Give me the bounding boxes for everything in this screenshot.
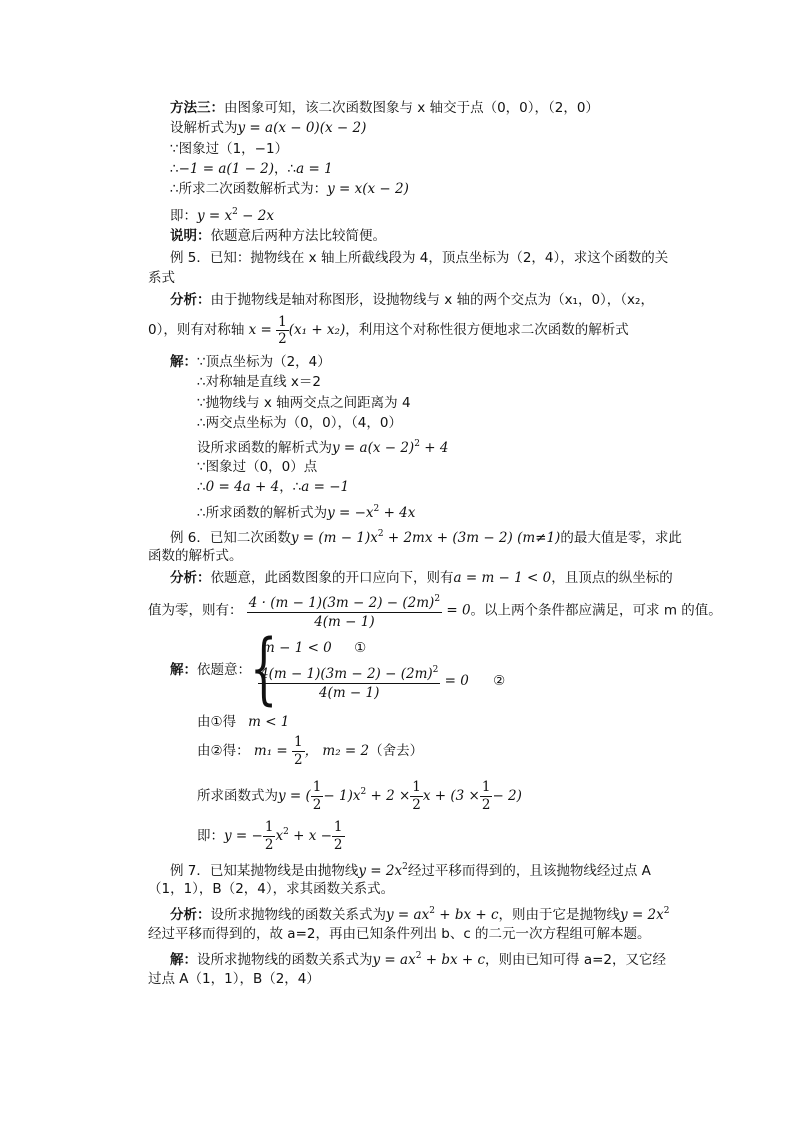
text: 。以上两个条件都应满足，可求 m 的值。: [470, 602, 722, 619]
formula: [275, 828, 331, 844]
note-line: [170, 226, 386, 246]
method3-result: [170, 179, 409, 199]
text: ∵顶点坐标为（2，4）: [197, 354, 331, 370]
exponent: 2: [283, 827, 289, 837]
text: ∴所求二次函数解析式为：: [170, 181, 328, 197]
text: 即：: [197, 828, 224, 844]
text: 设所求抛物线的函数关系式为: [197, 952, 373, 968]
text: ∴所求函数的解析式为: [197, 505, 328, 521]
ex6-analysis-2: [148, 590, 722, 631]
formula: ， m₂ = 2: [304, 743, 370, 759]
formula: a = −1: [301, 479, 350, 495]
part: y = −x: [327, 505, 374, 521]
fraction: [276, 314, 289, 347]
numerator: [247, 590, 442, 613]
system-cond-2: [258, 660, 505, 702]
formula: [197, 208, 274, 224]
part: + 2 ×: [366, 788, 411, 804]
ex5-solution-3: ∵抛物线与 x 轴两交点之间距离为 4: [197, 395, 411, 411]
text: ，且顶点的纵坐标的: [551, 570, 673, 586]
denominator: 4(m − 1): [314, 614, 375, 630]
method3-step: [170, 159, 333, 179]
ex5-title: 例 5．已知：抛物线在 x 轴上所截线段为 4，顶点坐标为（2，4），求这个函数的关: [170, 250, 669, 266]
ex5-solution-7: [197, 477, 349, 497]
ex5-solution-8: [197, 499, 415, 523]
ex6-result-4: [197, 813, 345, 855]
text: ∴: [170, 161, 179, 177]
denominator: 2: [312, 796, 322, 813]
formula: [332, 440, 448, 456]
text: 由②得：: [197, 743, 250, 759]
mark: ②: [493, 673, 506, 689]
numerator: 1: [481, 778, 491, 795]
ex5-title-cont: 系式: [148, 270, 175, 286]
analysis-label: 分析：: [170, 907, 211, 923]
fraction: [263, 819, 276, 854]
ex6-result-2: [197, 732, 423, 770]
denominator: 2: [481, 796, 491, 813]
numerator: 1: [278, 313, 287, 330]
ex7-title-cont: （1，1），B（2，4），求其函数关系式。: [148, 881, 395, 897]
formula: [327, 505, 415, 521]
formula: m₁ =: [253, 743, 288, 759]
exponent: 2: [377, 529, 384, 539]
text: 的最大值是零，求此: [560, 530, 682, 546]
part: + 4: [419, 440, 449, 456]
exponent: 2: [402, 862, 408, 872]
formula: a = m − 1 < 0: [453, 570, 552, 586]
part: 4(m − 1)(3m − 2) − (2m): [260, 665, 433, 682]
numerator: 1: [333, 818, 343, 835]
ex5-analysis-2: [148, 312, 629, 348]
part: + x −: [288, 828, 332, 844]
part: y = (m − 1)x: [290, 530, 378, 546]
part: + 2mx + (3m − 2): [383, 530, 513, 546]
text: ∴: [197, 479, 206, 495]
formula: m − 1 < 0: [262, 640, 332, 656]
numerator: 1: [264, 818, 274, 835]
method3-setup: [170, 118, 366, 138]
formula: − 2): [492, 788, 522, 804]
fraction: [480, 779, 493, 814]
part: y = ax: [386, 907, 430, 923]
formula: y = a(x − 0)(x − 2): [237, 120, 367, 136]
formula: 0 = 4a + 4: [205, 479, 280, 495]
solution-label: 解：: [170, 952, 197, 968]
part: 4 · (m − 1)(3m − 2) − (2m): [248, 595, 435, 611]
part: y = 2x: [620, 907, 664, 923]
numerator: 1: [412, 778, 421, 795]
method3-text: 由图象可知，该二次函数图象与 x 轴交于点（0，0），（2，0）: [224, 100, 599, 116]
fraction: [292, 734, 305, 769]
ex5-solution-6: ∵图象过（0，0）点: [197, 459, 318, 475]
ex5-analysis: [170, 290, 654, 310]
text: 例 6．已知二次函数: [170, 530, 291, 546]
exponent: 2: [429, 906, 435, 916]
part: − 1)x: [323, 788, 361, 804]
exponent: 2: [434, 594, 441, 604]
denominator: 2: [412, 796, 421, 813]
formula: x + (3 ×: [422, 788, 480, 804]
method3-label: 方法三：: [170, 100, 224, 116]
ex6-solution-label: [170, 660, 251, 680]
ex7-solution-1: [170, 946, 666, 970]
exponent: 2: [415, 951, 422, 961]
text: ，∴: [279, 479, 302, 495]
text: 由①得: [197, 714, 237, 730]
part: + bx + c: [421, 952, 486, 968]
ex7-solution-2: 过点 A（1，1），B（2，4）: [148, 971, 320, 987]
formula: y = x(x − 2): [327, 181, 409, 197]
formula: [386, 907, 499, 923]
text: 经过平移而得到的，且该抛物线经过点 A: [407, 863, 651, 879]
formula: [373, 952, 486, 968]
text: ，则由于它是抛物线: [498, 907, 621, 923]
exponent: 2: [663, 906, 670, 916]
numerator: 1: [312, 778, 322, 795]
text: 依题意，此函数图象的开口应向下，则有: [210, 570, 454, 586]
formula: [323, 788, 410, 804]
fraction: [332, 819, 345, 854]
formula: = 0: [442, 602, 471, 619]
ex5-solution-5: [197, 434, 448, 458]
note-text: 依题意后两种方法比较简便。: [210, 228, 386, 244]
denominator: 2: [294, 751, 303, 768]
ex6-result-1: [197, 712, 289, 732]
fraction: [311, 779, 324, 814]
ex6-title-cont: 函数的解析式。: [148, 548, 243, 564]
method3-because: ∵图象过（1，−1）: [170, 141, 289, 157]
ex7-analysis-2: 经过平移而得到的，故 a=2，再由已知条件列出 b、c 的二元一次方程组可解本题。: [148, 926, 651, 942]
text: ，∴: [274, 161, 297, 177]
analysis-label: 分析：: [170, 570, 211, 586]
exponent: 2: [414, 439, 420, 449]
ex6-title: [170, 524, 682, 548]
ex7-analysis-1: [170, 901, 670, 925]
ex5-solution-4: ∴两交点坐标为（0，0），（4，0）: [197, 415, 402, 431]
ex6-result-3: [197, 773, 522, 815]
formula: −1 = a(1 − 2): [178, 161, 275, 177]
text: 0），则有对称轴: [148, 322, 245, 338]
numerator: [258, 661, 440, 684]
part: + 4x: [379, 505, 416, 521]
denominator: 2: [333, 836, 343, 853]
formula: x =: [248, 322, 272, 338]
condition: (m≠1): [517, 530, 561, 546]
part: y = a(x − 2): [332, 440, 415, 456]
exponent: 2: [432, 664, 439, 675]
ex7-title: [170, 857, 651, 881]
method3-line: [170, 98, 599, 118]
text: ，则由已知可得 a=2，又它经: [485, 952, 666, 968]
numerator: 1: [294, 733, 303, 750]
text: 依题意：: [197, 662, 251, 678]
formula: [291, 530, 560, 546]
ex6-analysis-1: [170, 568, 673, 588]
ex5-solution-2: ∴对称轴是直线 x＝2: [197, 374, 321, 390]
part: y = 2x: [358, 863, 403, 879]
text: 所求函数式为: [197, 788, 278, 804]
fraction: [410, 779, 423, 814]
denominator: 4(m − 1): [318, 684, 380, 701]
formula: [358, 863, 407, 879]
text: 例 7．已知某抛物线是由抛物线: [170, 863, 359, 879]
part: y = ax: [372, 952, 416, 968]
part: x: [275, 828, 284, 844]
formula: y = −: [224, 828, 263, 844]
formula: = 0: [440, 673, 469, 689]
system-brace: {: [250, 624, 278, 714]
exponent: 2: [232, 207, 238, 217]
text: 即：: [170, 208, 197, 224]
solution-label: 解：: [170, 354, 197, 370]
solution-label: 解：: [170, 662, 197, 678]
text: 值为零，则有：: [148, 602, 243, 619]
system-cond-1: [262, 638, 366, 658]
note-label: 说明：: [170, 228, 211, 244]
note: （舍去）: [369, 743, 424, 759]
method3-final: [170, 202, 274, 226]
exponent: 2: [373, 504, 380, 514]
formula: (x₁ + x₂): [288, 322, 346, 338]
formula: [620, 907, 669, 923]
part: − 2x: [237, 208, 274, 224]
formula: y = (: [278, 788, 311, 804]
ex5-solution-1: [170, 352, 331, 372]
text: 设所求抛物线的函数关系式为: [210, 907, 386, 923]
part: + bx + c: [434, 907, 499, 923]
mark: ①: [354, 640, 367, 656]
fraction: [258, 661, 440, 702]
text: 设解析式为: [170, 120, 238, 136]
formula: m < 1: [248, 714, 290, 730]
part: y = x: [197, 208, 233, 224]
denominator: 2: [278, 330, 287, 347]
text: 设所求函数的解析式为: [197, 440, 332, 456]
denominator: 2: [264, 836, 274, 853]
formula: a = 1: [296, 161, 333, 177]
exponent: 2: [360, 787, 367, 797]
text: 由于抛物线是轴对称图形，设抛物线与 x 轴的两个交点为（x₁，0），（x₂，: [210, 292, 654, 308]
analysis-label: 分析：: [170, 292, 211, 308]
text: ，利用这个对称性很方便地求二次函数的解析式: [345, 322, 629, 338]
